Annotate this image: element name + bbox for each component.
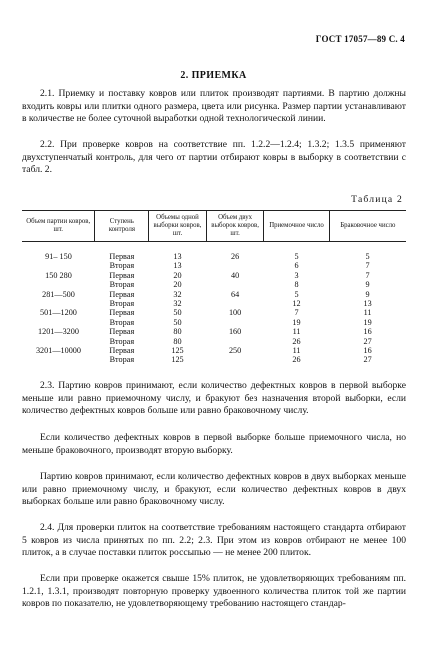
- table-cell: 1201—3200: [38, 327, 79, 337]
- table-cell: 150 280: [45, 270, 72, 280]
- table-cell: 3: [294, 270, 299, 280]
- table-cell: Первая: [109, 346, 135, 356]
- table-row: [22, 346, 406, 355]
- table-cell: 16: [363, 346, 372, 356]
- table-cell: 27: [363, 355, 372, 365]
- paragraph-recheck: Если при проверке окажется свыше 15% плиток, не удовлетворяющих требованиям пп. 1.2.1, 1.3.1, производят повторную проверку удвоенного количества плиток той же партии ковров по показателю, не удовлетворяющему требованию настоящего стандар-: [22, 573, 406, 610]
- paragraph-2-3: 2.3. Партию ковров принимают, если количество дефектных ковров в первой выборке меньше или равно приемочному числу, и бракуют без назначения второй выборки, если количество дефектных ковров больше или равно браковочному числу.: [22, 380, 406, 417]
- table-header-row: [22, 211, 406, 242]
- table-cell: 16: [363, 327, 372, 337]
- table-cell: 7: [294, 308, 299, 318]
- table-cell: Вторая: [109, 336, 135, 346]
- table-cell: 80: [173, 336, 182, 346]
- table-header-cell: Объемы одной выборки ковров, шт.: [149, 211, 207, 242]
- paragraph-2-2: 2.2. При проверке ковров на соответствие пп. 1.2.2—1.2.4; 1.3.2; 1.3.5 применяют двухступенчатый контроль, для чего от партии отбирают ковры в выборку в соответствии с табл. 2.: [22, 139, 406, 176]
- table-cell: Вторая: [109, 261, 135, 271]
- table-cell: [22, 299, 95, 308]
- paragraph-2-4: 2.4. Для проверки плиток на соответствие требованиям настоящего стандарта отбирают 5 ковров из числа принятых по пп. 2.2; 2.3. При этом из ковров отбирают не менее 100 плиток, а в случае поставки плиток россыпью — не менее 200 плиток.: [22, 522, 406, 559]
- table-cell: Первая: [109, 327, 135, 337]
- table-cell: 26: [231, 252, 240, 261]
- table-row: [22, 299, 406, 308]
- table-cell: 64: [231, 289, 240, 299]
- table-cell: 281—500: [42, 289, 75, 299]
- table-cell: 501—1200: [40, 308, 77, 318]
- table-row: [22, 242, 406, 262]
- table-cell: 9: [365, 289, 370, 299]
- table-cell: 100: [228, 308, 242, 318]
- section-title: 2. ПРИЕМКА: [180, 70, 247, 81]
- table-row: [22, 280, 406, 289]
- table-cell: 91– 150: [45, 252, 72, 261]
- table-cell: 125: [171, 346, 184, 356]
- table-header-cell: Браковочное число: [329, 211, 406, 242]
- table-cell: 12: [292, 299, 301, 309]
- table-cell: 11: [292, 327, 301, 337]
- table-cell: 5: [365, 252, 370, 261]
- table-cell: Первая: [109, 308, 135, 318]
- table-cell: 19: [292, 317, 301, 327]
- table-cell: [22, 280, 95, 289]
- table-cell: 20: [173, 280, 182, 290]
- table-cell: 11: [292, 346, 301, 356]
- table-row: [22, 355, 406, 364]
- table-cell: 11: [363, 308, 372, 318]
- paragraph-second-sample: Если количество дефектных ковров в первой выборке больше приемочного числа, но меньше браковочного, производят вторую выборку.: [22, 432, 406, 456]
- table-cell: 250: [228, 346, 242, 356]
- table-cell: 9: [365, 280, 370, 290]
- table-row: [22, 290, 406, 299]
- table-cell: 27: [363, 336, 372, 346]
- table-cell: [206, 355, 264, 364]
- table-cell: 5: [294, 252, 299, 261]
- table-row: [22, 327, 406, 336]
- table-cell: 13: [173, 252, 182, 261]
- table-cell: 19: [363, 317, 372, 327]
- table-cell: [206, 299, 264, 308]
- table-cell: 32: [173, 299, 182, 309]
- table-cell: Первая: [109, 252, 135, 261]
- table-cell: 50: [173, 317, 182, 327]
- table-cell: [206, 318, 264, 327]
- table-cell: 5: [294, 289, 299, 299]
- paragraph-two-samples: Партию ковров принимают, если количество дефектных ковров в двух выборках меньше или равно приемочному числу, и бракуют, если количество дефектных ковров в двух выборках больше или равно браковочному числу.: [22, 471, 406, 508]
- table-cell: [206, 261, 264, 270]
- table-cell: Первая: [109, 289, 135, 299]
- paragraph-2-1: 2.1. Приемку и поставку ковров или плиток производят партиями. В партию должны входить ковры или плитки одного размера, цвета или рисунка. Размер партии устанавливают в количестве не более суточной выработки одной технологической линии.: [22, 88, 406, 125]
- table-cell: 26: [292, 336, 301, 346]
- table-cell: [22, 355, 95, 364]
- table-header-cell: Объем двух выборок ковров, шт.: [206, 211, 264, 242]
- table-title: Таблица 2: [351, 194, 403, 205]
- table-cell: 13: [363, 299, 372, 309]
- table-cell: Вторая: [109, 355, 135, 365]
- table-cell: Первая: [109, 270, 135, 280]
- table-cell: Вторая: [109, 317, 135, 327]
- table-header-cell: Объем партии ковров, шт.: [22, 211, 95, 242]
- table-cell: [22, 261, 95, 270]
- table-cell: 26: [292, 355, 301, 365]
- table-cell: 160: [228, 327, 242, 337]
- table-2: [22, 210, 406, 365]
- table-cell: 3201—10000: [35, 346, 81, 356]
- table-cell: 50: [173, 308, 182, 318]
- table-cell: 80: [173, 327, 182, 337]
- table-cell: 13: [173, 261, 182, 271]
- table-header-cell: Приемочное число: [264, 211, 329, 242]
- table-cell: Вторая: [109, 299, 135, 309]
- table-cell: 20: [173, 270, 182, 280]
- table-row: [22, 261, 406, 270]
- page-header: ГОСТ 17057—89 С. 4: [315, 34, 405, 44]
- table-cell: 7: [365, 270, 370, 280]
- table-cell: 7: [365, 261, 370, 271]
- table-cell: 40: [231, 270, 240, 280]
- table-cell: [22, 318, 95, 327]
- table-row: [22, 271, 406, 280]
- table-cell: Вторая: [109, 280, 135, 290]
- table-cell: [206, 280, 264, 289]
- table-header-cell: Ступень контроля: [95, 211, 149, 242]
- table-row: [22, 308, 406, 317]
- table-row: [22, 337, 406, 346]
- table-cell: 32: [173, 289, 182, 299]
- table-cell: 6: [294, 261, 299, 271]
- table-cell: 8: [294, 280, 299, 290]
- table-row: [22, 318, 406, 327]
- table-cell: [22, 337, 95, 346]
- table-cell: [206, 337, 264, 346]
- table-cell: 125: [171, 355, 184, 365]
